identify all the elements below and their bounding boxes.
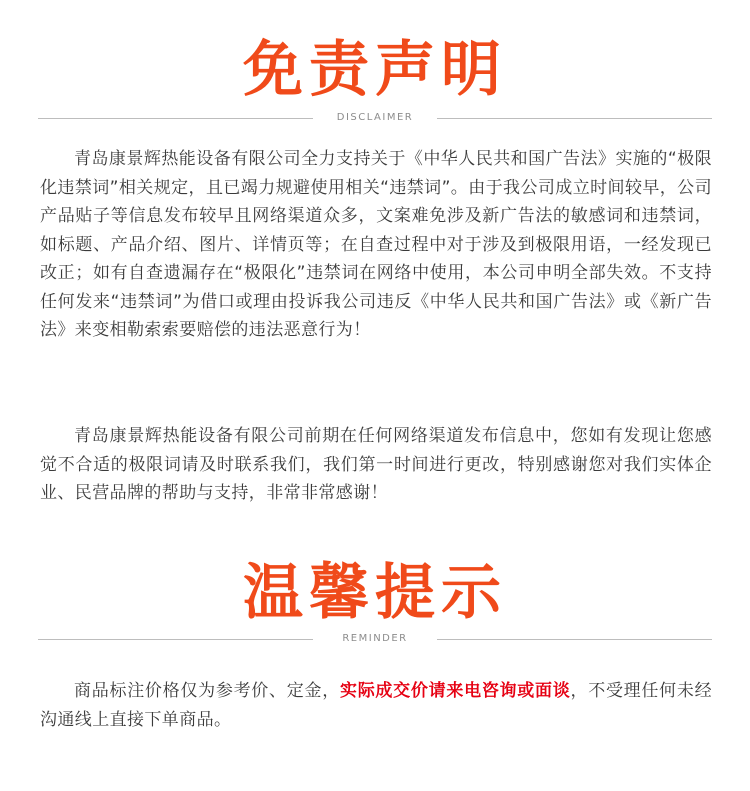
reminder-subtitle: REMINDER — [342, 633, 408, 644]
disclaimer-paragraph-1: 青岛康景辉热能设备有限公司全力支持关于《中华人民共和国广告法》实施的“极限化违禁词”相关规定，且已竭力规避使用相关“违禁词”。由于我公司成立时间较早，公司产品贴子等信息发布较早且网络渠道众多，文案难免涉及新广告法的敏感词和违禁词，如标题、产品介绍、图片、详情页等；在自查过程中对于涉及到极限用语，一经发现已改正；如有自查遗漏存在“极限化”违禁词在网络中使用，本公司申明全部失效。不支持任何发来“违禁词”为借口或理由投诉我公司违反《中华人民共和国广告法》或《新广告法》来变相勒索索要赔偿的违法恶意行为！ — [40, 149, 712, 340]
divider-line-right — [437, 639, 712, 640]
reminder-title: 温馨提示 — [243, 558, 507, 628]
disclaimer-subtitle: DISCLAIMER — [336, 112, 414, 123]
divider-line-left — [38, 639, 313, 640]
disclaimer-paragraph-2: 青岛康景辉热能设备有限公司前期在任何网络渠道发布信息中，您如有发现让您感觉不合适的极限词请及时联系我们，我们第一时间进行更改，特别感谢您对我们实体企业、民营品牌的帮助与支持，非常非常感谢！ — [40, 426, 712, 503]
reminder-highlight-text: 实际成交价请来电咨询或面谈 — [339, 681, 571, 701]
reminder-divider — [38, 633, 712, 645]
disclaimer-title: 免责声明 — [243, 35, 507, 105]
disclaimer-divider — [38, 112, 712, 124]
reminder-paragraph — [40, 677, 712, 734]
reminder-text-before: 商品标注价格仅为参考价、定金， — [74, 681, 340, 701]
divider-line-left — [38, 118, 313, 119]
divider-line-right — [437, 118, 712, 119]
reminder-text-after: ，不受理任何未经沟通线上直接下单商品。 — [40, 681, 713, 730]
